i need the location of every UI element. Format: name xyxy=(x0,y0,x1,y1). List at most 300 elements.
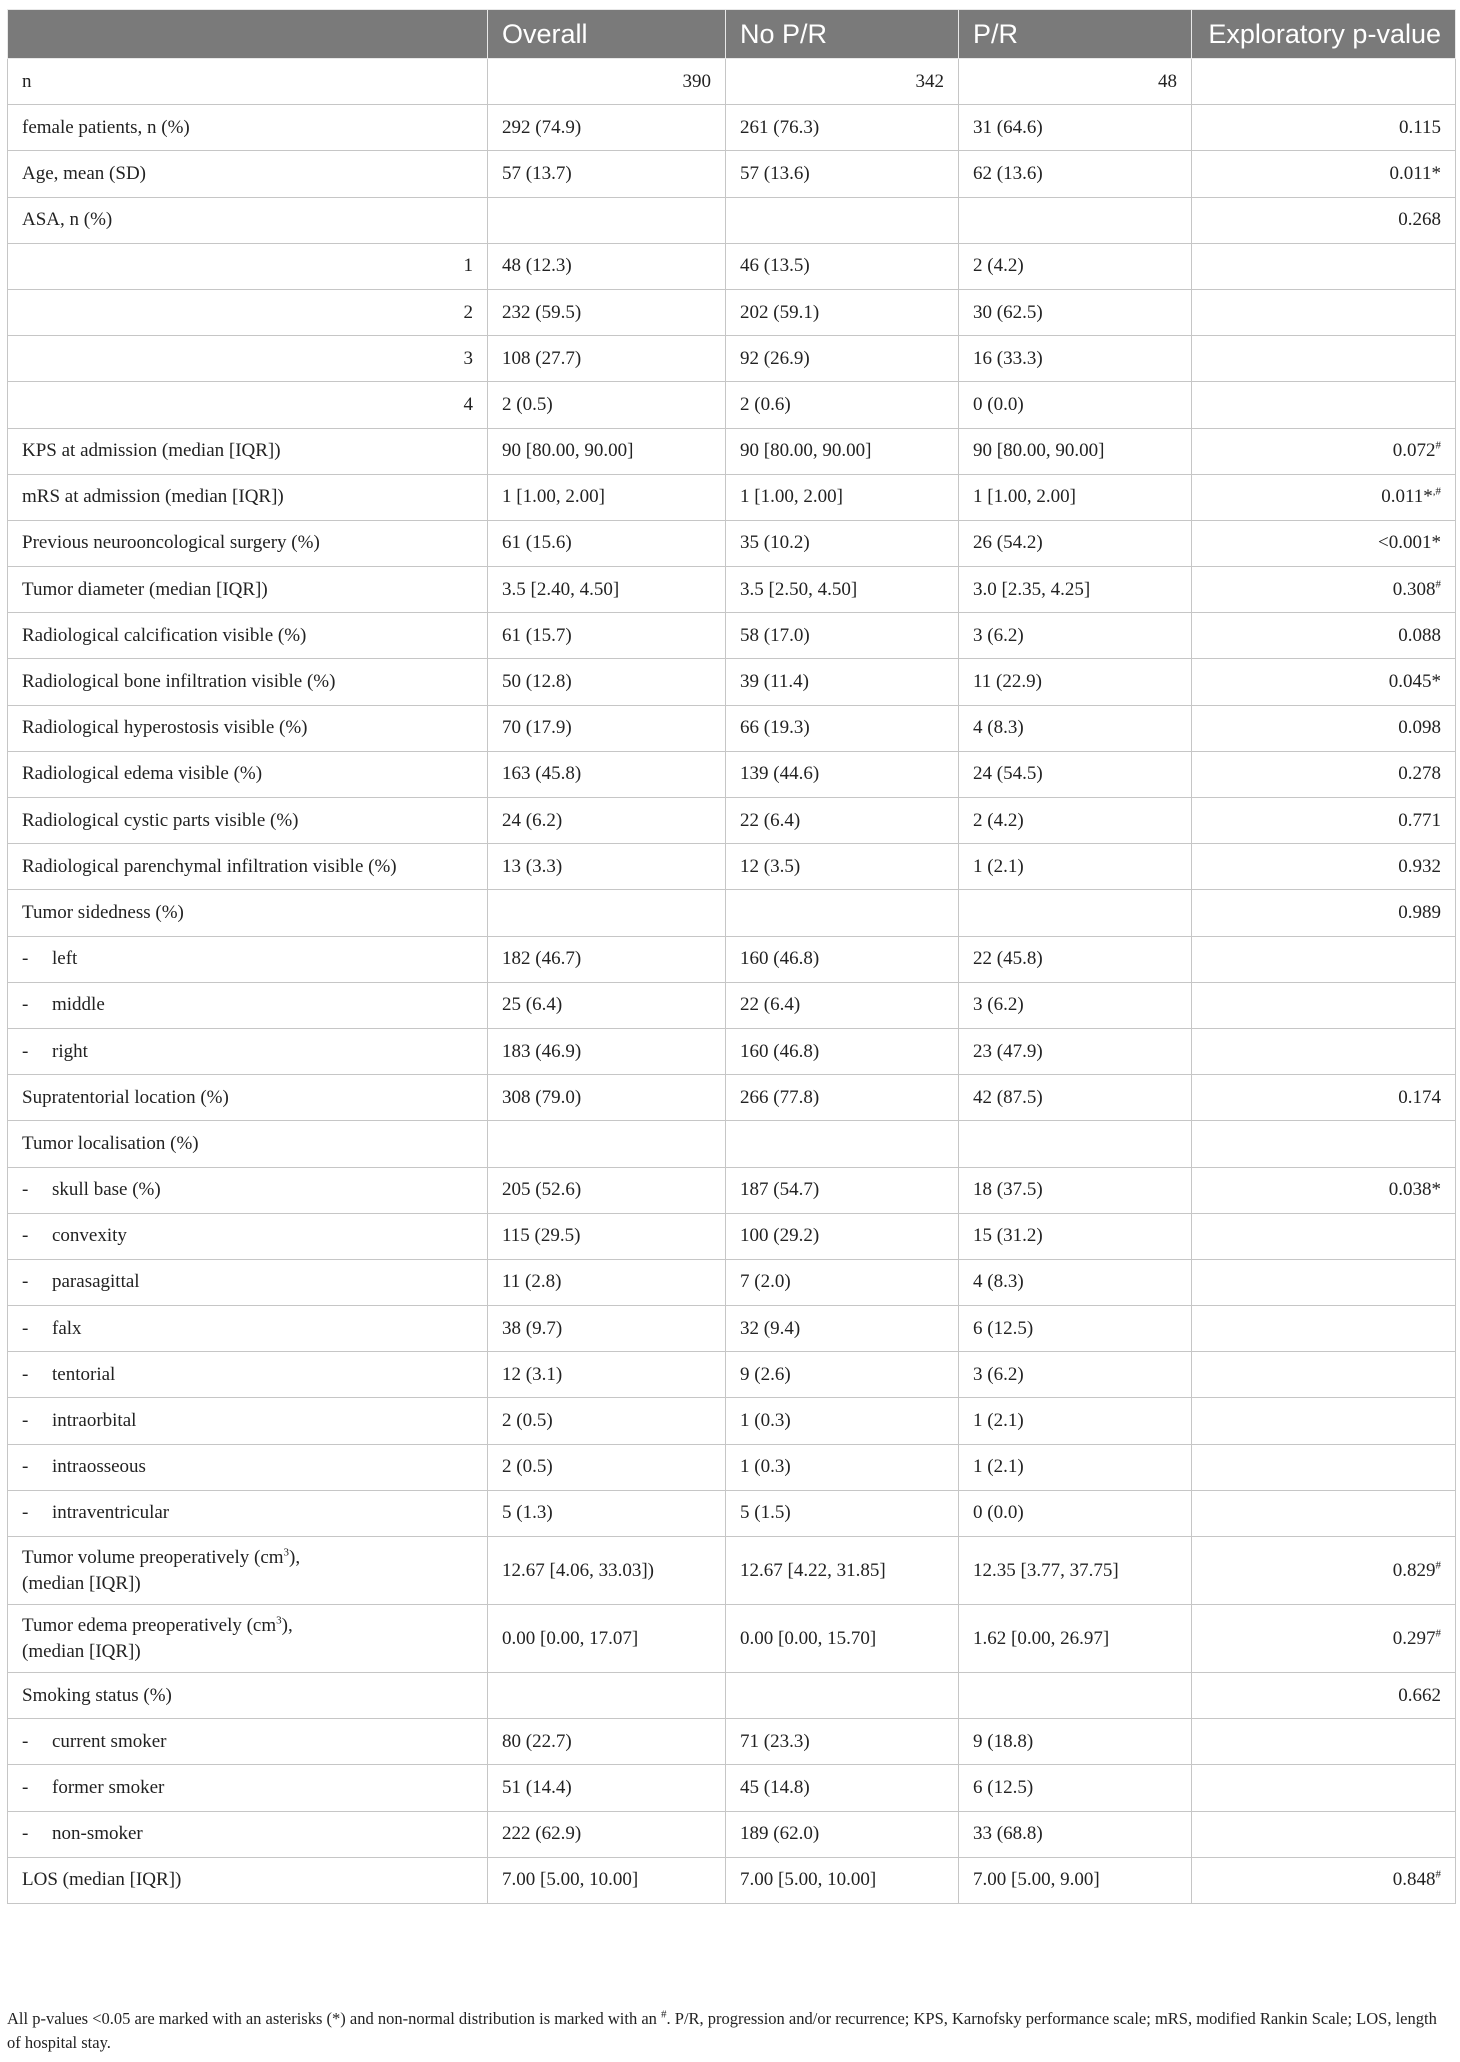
table-row xyxy=(8,1537,1456,1605)
cell-pr xyxy=(959,890,1192,936)
table-row xyxy=(8,520,1456,566)
cell-no-pr: 46 (13.5) xyxy=(726,243,959,289)
cell-overall: 50 (12.8) xyxy=(488,659,726,705)
cell-no-pr: 22 (6.4) xyxy=(726,982,959,1028)
cell-pr: 18 (37.5) xyxy=(959,1167,1192,1213)
row-label xyxy=(8,844,488,890)
cell-no-pr: 1 [1.00, 2.00] xyxy=(726,474,959,520)
cell-overall: 222 (62.9) xyxy=(488,1811,726,1857)
p-value-text: 0.045* xyxy=(1388,671,1441,693)
cell-pr: 7.00 [5.00, 9.00] xyxy=(959,1857,1192,1903)
table-row xyxy=(8,1075,1456,1121)
row-label-text: Tumor diameter (median [IQR]) xyxy=(22,578,268,600)
cell-no-pr: 57 (13.6) xyxy=(726,151,959,197)
row-label xyxy=(8,520,488,566)
table-row xyxy=(8,197,1456,243)
table-row xyxy=(8,289,1456,335)
row-label-text: KPS at admission (median [IQR]) xyxy=(22,440,281,462)
p-value-superscript: # xyxy=(1435,1869,1441,1882)
p-value-text: 0.771 xyxy=(1398,809,1441,831)
row-label xyxy=(8,243,488,289)
table-row xyxy=(8,1605,1456,1673)
row-label-text: ASA, n (%) xyxy=(22,209,113,231)
row-label-text: Tumor sidedness (%) xyxy=(22,901,184,923)
cell-pr: 11 (22.9) xyxy=(959,659,1192,705)
table-row xyxy=(8,1811,1456,1857)
cell-overall: 2 (0.5) xyxy=(488,382,726,428)
cell-overall: 108 (27.7) xyxy=(488,336,726,382)
header-pr: P/R xyxy=(959,10,1192,59)
cell-p-value xyxy=(1192,382,1456,428)
row-label xyxy=(8,1167,488,1213)
cell-no-pr: 160 (46.8) xyxy=(726,1028,959,1074)
cell-overall: 11 (2.8) xyxy=(488,1259,726,1305)
cell-pr: 12.35 [3.77, 37.75] xyxy=(959,1537,1192,1605)
footnote-hash: # xyxy=(661,2008,667,2021)
cell-overall: 232 (59.5) xyxy=(488,289,726,335)
row-label-text: ), xyxy=(289,1546,301,1568)
row-label xyxy=(8,705,488,751)
cell-overall: 70 (17.9) xyxy=(488,705,726,751)
row-label xyxy=(8,1490,488,1536)
cell-overall: 61 (15.6) xyxy=(488,520,726,566)
row-label-text: Radiological parenchymal infiltration visible (%) xyxy=(22,855,397,877)
row-label-text: Smoking status (%) xyxy=(22,1684,172,1706)
cell-overall: 205 (52.6) xyxy=(488,1167,726,1213)
cell-no-pr: 45 (14.8) xyxy=(726,1765,959,1811)
cell-pr: 31 (64.6) xyxy=(959,105,1192,151)
p-value-text: 0.829 xyxy=(1392,1559,1436,1581)
cell-overall: 3.5 [2.40, 4.50] xyxy=(488,567,726,613)
table-row xyxy=(8,1121,1456,1167)
cell-no-pr: 1 (0.3) xyxy=(726,1398,959,1444)
cell-pr: 6 (12.5) xyxy=(959,1306,1192,1352)
header-no-pr: No P/R xyxy=(726,10,959,59)
dash-mark: - xyxy=(22,1225,29,1247)
row-label xyxy=(8,1444,488,1490)
row-label-text: convexity xyxy=(52,1225,127,1247)
p-value-text: 0.268 xyxy=(1398,209,1441,231)
cell-no-pr: 189 (62.0) xyxy=(726,1811,959,1857)
cell-pr: 3 (6.2) xyxy=(959,613,1192,659)
cell-pr: 24 (54.5) xyxy=(959,751,1192,797)
row-label xyxy=(8,151,488,197)
cell-no-pr: 12 (3.5) xyxy=(726,844,959,890)
p-value-text: 0.174 xyxy=(1398,1086,1441,1108)
dash-mark: - xyxy=(22,948,29,970)
row-label-text: intraorbital xyxy=(52,1410,137,1432)
cell-no-pr: 7 (2.0) xyxy=(726,1259,959,1305)
cell-no-pr: 1 (0.3) xyxy=(726,1444,959,1490)
dash-mark: - xyxy=(22,1363,29,1385)
row-label xyxy=(8,982,488,1028)
cell-p-value xyxy=(1192,243,1456,289)
cell-pr: 6 (12.5) xyxy=(959,1765,1192,1811)
cell-p-value xyxy=(1192,613,1456,659)
row-label xyxy=(8,1121,488,1167)
footnote-text-1: All p-values <0.05 are marked with an asterisks (*) and non-normal distribution is marked with an xyxy=(7,2009,662,2028)
cell-overall xyxy=(488,197,726,243)
cell-overall xyxy=(488,890,726,936)
row-label-text: Radiological hyperostosis visible (%) xyxy=(22,717,308,739)
p-value-text: 0.098 xyxy=(1398,717,1441,739)
cell-p-value xyxy=(1192,705,1456,751)
cell-overall: 90 [80.00, 90.00] xyxy=(488,428,726,474)
cell-pr: 16 (33.3) xyxy=(959,336,1192,382)
cell-p-value xyxy=(1192,1028,1456,1074)
table-footnote xyxy=(7,2007,1447,2055)
row-label-text: left xyxy=(52,948,78,970)
row-label xyxy=(8,1352,488,1398)
cell-p-value xyxy=(1192,844,1456,890)
row-label xyxy=(8,59,488,105)
row-label xyxy=(8,197,488,243)
row-label xyxy=(8,1028,488,1074)
cell-p-value xyxy=(1192,59,1456,105)
cell-overall: 183 (46.9) xyxy=(488,1028,726,1074)
cell-p-value xyxy=(1192,798,1456,844)
dash-mark: - xyxy=(22,1823,29,1845)
cell-pr: 26 (54.2) xyxy=(959,520,1192,566)
table-row xyxy=(8,613,1456,659)
dash-mark: - xyxy=(22,1179,29,1201)
row-label-text: intraosseous xyxy=(52,1456,146,1478)
table-row xyxy=(8,1444,1456,1490)
cell-pr: 0 (0.0) xyxy=(959,1490,1192,1536)
cell-p-value xyxy=(1192,982,1456,1028)
table-row xyxy=(8,936,1456,982)
cell-overall: 163 (45.8) xyxy=(488,751,726,797)
baseline-characteristics-table xyxy=(7,9,1456,1904)
cell-p-value xyxy=(1192,1075,1456,1121)
cell-p-value xyxy=(1192,659,1456,705)
cell-pr: 9 (18.8) xyxy=(959,1719,1192,1765)
cell-pr: 1 (2.1) xyxy=(959,1398,1192,1444)
cell-pr: 2 (4.2) xyxy=(959,798,1192,844)
cell-p-value xyxy=(1192,1444,1456,1490)
dash-mark: - xyxy=(22,994,29,1016)
table-row xyxy=(8,659,1456,705)
cell-pr: 0 (0.0) xyxy=(959,382,1192,428)
p-value-text: 0.072 xyxy=(1392,440,1436,462)
cell-p-value xyxy=(1192,1673,1456,1719)
row-label-text: falx xyxy=(52,1317,82,1339)
table-row xyxy=(8,1719,1456,1765)
cell-pr: 1 [1.00, 2.00] xyxy=(959,474,1192,520)
row-label-text: LOS (median [IQR]) xyxy=(22,1869,182,1891)
p-value-superscript: # xyxy=(1435,439,1441,452)
cell-overall: 390 xyxy=(488,59,726,105)
cell-p-value xyxy=(1192,1605,1456,1673)
cell-p-value xyxy=(1192,1213,1456,1259)
cell-no-pr: 266 (77.8) xyxy=(726,1075,959,1121)
cell-no-pr: 7.00 [5.00, 10.00] xyxy=(726,1857,959,1903)
cell-pr: 48 xyxy=(959,59,1192,105)
row-label-text: n xyxy=(22,70,32,92)
superscript: 3 xyxy=(283,1546,290,1559)
row-label-text: former smoker xyxy=(52,1776,165,1798)
cell-overall: 57 (13.7) xyxy=(488,151,726,197)
row-label-text: Radiological edema visible (%) xyxy=(22,763,263,785)
cell-no-pr: 71 (23.3) xyxy=(726,1719,959,1765)
row-label xyxy=(8,382,488,428)
row-label-text: parasagittal xyxy=(52,1271,140,1293)
p-value-text: 0.088 xyxy=(1398,624,1441,646)
row-label xyxy=(8,1765,488,1811)
row-label xyxy=(8,1259,488,1305)
cell-p-value xyxy=(1192,936,1456,982)
table-row xyxy=(8,474,1456,520)
row-label-text: (median [IQR]) xyxy=(22,1572,141,1594)
dash-mark: - xyxy=(22,1271,29,1293)
cell-overall: 48 (12.3) xyxy=(488,243,726,289)
cell-pr: 4 (8.3) xyxy=(959,705,1192,751)
cell-overall: 0.00 [0.00, 17.07] xyxy=(488,1605,726,1673)
cell-p-value xyxy=(1192,289,1456,335)
row-label-text: Tumor volume preoperatively (cm xyxy=(22,1546,284,1568)
cell-no-pr: 5 (1.5) xyxy=(726,1490,959,1536)
table-row xyxy=(8,151,1456,197)
row-label-text: female patients, n (%) xyxy=(22,116,190,138)
row-label-text: Radiological bone infiltration visible (%) xyxy=(22,671,336,693)
cell-p-value xyxy=(1192,1121,1456,1167)
header-variable xyxy=(8,10,488,59)
table-row xyxy=(8,1352,1456,1398)
p-value-text: 0.662 xyxy=(1398,1684,1441,1706)
cell-p-value xyxy=(1192,1259,1456,1305)
row-label xyxy=(8,936,488,982)
cell-p-value xyxy=(1192,1306,1456,1352)
row-label-text: Previous neurooncological surgery (%) xyxy=(22,532,320,554)
row-label-text: middle xyxy=(52,994,105,1016)
row-label-text: skull base (%) xyxy=(52,1179,161,1201)
row-label xyxy=(8,890,488,936)
cell-p-value xyxy=(1192,1719,1456,1765)
row-label xyxy=(8,567,488,613)
cell-overall: 292 (74.9) xyxy=(488,105,726,151)
dash-mark: - xyxy=(22,1317,29,1339)
p-value-text: 0.115 xyxy=(1398,116,1441,138)
cell-pr: 4 (8.3) xyxy=(959,1259,1192,1305)
cell-no-pr: 22 (6.4) xyxy=(726,798,959,844)
row-label-text: Radiological cystic parts visible (%) xyxy=(22,809,299,831)
cell-no-pr xyxy=(726,1673,959,1719)
row-label-text: Radiological calcification visible (%) xyxy=(22,624,307,646)
table-row xyxy=(8,1213,1456,1259)
cell-overall: 12 (3.1) xyxy=(488,1352,726,1398)
table-row xyxy=(8,982,1456,1028)
cell-pr: 15 (31.2) xyxy=(959,1213,1192,1259)
cell-p-value xyxy=(1192,474,1456,520)
cell-p-value xyxy=(1192,428,1456,474)
row-label xyxy=(8,1306,488,1352)
table-row xyxy=(8,798,1456,844)
cell-overall: 1 [1.00, 2.00] xyxy=(488,474,726,520)
cell-pr: 22 (45.8) xyxy=(959,936,1192,982)
cell-pr: 23 (47.9) xyxy=(959,1028,1192,1074)
cell-no-pr: 342 xyxy=(726,59,959,105)
table-row xyxy=(8,1673,1456,1719)
row-label xyxy=(8,1213,488,1259)
cell-overall: 25 (6.4) xyxy=(488,982,726,1028)
dash-mark: - xyxy=(22,1730,29,1752)
cell-overall: 61 (15.7) xyxy=(488,613,726,659)
row-label-text: Age, mean (SD) xyxy=(22,162,146,184)
cell-overall: 2 (0.5) xyxy=(488,1444,726,1490)
p-value-text: 0.932 xyxy=(1398,855,1441,877)
cell-p-value xyxy=(1192,105,1456,151)
row-label xyxy=(8,336,488,382)
row-label-text: Supratentorial location (%) xyxy=(22,1086,229,1108)
p-value-text: 0.989 xyxy=(1398,901,1441,923)
cell-no-pr: 66 (19.3) xyxy=(726,705,959,751)
header-p-value: Exploratory p-value xyxy=(1192,10,1456,59)
row-label-text: 1 xyxy=(463,255,473,277)
cell-pr: 1.62 [0.00, 26.97] xyxy=(959,1605,1192,1673)
cell-pr: 2 (4.2) xyxy=(959,243,1192,289)
table-row xyxy=(8,751,1456,797)
p-value-text: 0.011* xyxy=(1389,162,1441,184)
cell-no-pr xyxy=(726,890,959,936)
header-row xyxy=(8,10,1456,59)
cell-pr: 3 (6.2) xyxy=(959,1352,1192,1398)
p-value-text: <0.001* xyxy=(1378,532,1441,554)
cell-no-pr: 202 (59.1) xyxy=(726,289,959,335)
table-row xyxy=(8,428,1456,474)
table-row xyxy=(8,1306,1456,1352)
cell-p-value xyxy=(1192,1537,1456,1605)
cell-p-value xyxy=(1192,751,1456,797)
row-label-text: current smoker xyxy=(52,1730,167,1752)
row-label xyxy=(8,613,488,659)
cell-p-value xyxy=(1192,1398,1456,1444)
table-row xyxy=(8,1398,1456,1444)
cell-p-value xyxy=(1192,151,1456,197)
cell-p-value xyxy=(1192,1811,1456,1857)
table-row xyxy=(8,382,1456,428)
cell-overall xyxy=(488,1673,726,1719)
row-label xyxy=(8,1398,488,1444)
cell-no-pr: 0.00 [0.00, 15.70] xyxy=(726,1605,959,1673)
row-label xyxy=(8,1719,488,1765)
table-row xyxy=(8,105,1456,151)
cell-pr xyxy=(959,1121,1192,1167)
row-label-text: intraventricular xyxy=(52,1502,170,1524)
p-value-superscript: # xyxy=(1435,1559,1441,1572)
cell-p-value xyxy=(1192,1167,1456,1213)
cell-overall: 308 (79.0) xyxy=(488,1075,726,1121)
cell-pr: 3 (6.2) xyxy=(959,982,1192,1028)
cell-p-value xyxy=(1192,890,1456,936)
cell-p-value xyxy=(1192,1490,1456,1536)
row-label-text: (median [IQR]) xyxy=(22,1640,141,1662)
row-label xyxy=(8,1537,488,1605)
p-value-superscript: # xyxy=(1435,1627,1441,1640)
cell-overall xyxy=(488,1121,726,1167)
dash-mark: - xyxy=(22,1410,29,1432)
cell-no-pr: 261 (76.3) xyxy=(726,105,959,151)
p-value-text: 0.278 xyxy=(1398,763,1441,785)
cell-pr: 42 (87.5) xyxy=(959,1075,1192,1121)
cell-overall: 5 (1.3) xyxy=(488,1490,726,1536)
table-row xyxy=(8,1857,1456,1903)
row-label xyxy=(8,1811,488,1857)
header-overall: Overall xyxy=(488,10,726,59)
cell-overall: 80 (22.7) xyxy=(488,1719,726,1765)
cell-pr: 62 (13.6) xyxy=(959,151,1192,197)
cell-overall: 115 (29.5) xyxy=(488,1213,726,1259)
p-value-text: 0.011* xyxy=(1381,486,1433,508)
cell-no-pr: 35 (10.2) xyxy=(726,520,959,566)
dash-mark: - xyxy=(22,1456,29,1478)
cell-pr xyxy=(959,197,1192,243)
row-label xyxy=(8,1857,488,1903)
row-label-text: 2 xyxy=(463,301,473,323)
cell-overall: 24 (6.2) xyxy=(488,798,726,844)
cell-no-pr: 139 (44.6) xyxy=(726,751,959,797)
cell-pr: 1 (2.1) xyxy=(959,1444,1192,1490)
cell-pr: 30 (62.5) xyxy=(959,289,1192,335)
cell-no-pr: 3.5 [2.50, 4.50] xyxy=(726,567,959,613)
cell-p-value xyxy=(1192,1857,1456,1903)
row-label xyxy=(8,798,488,844)
table-row xyxy=(8,243,1456,289)
row-label xyxy=(8,474,488,520)
cell-no-pr: 90 [80.00, 90.00] xyxy=(726,428,959,474)
table-row xyxy=(8,844,1456,890)
cell-no-pr: 58 (17.0) xyxy=(726,613,959,659)
p-value-superscript: # xyxy=(1435,578,1441,591)
cell-pr: 3.0 [2.35, 4.25] xyxy=(959,567,1192,613)
table-row xyxy=(8,59,1456,105)
row-label-text: right xyxy=(52,1040,88,1062)
row-label-text: 3 xyxy=(463,347,473,369)
cell-no-pr: 160 (46.8) xyxy=(726,936,959,982)
cell-pr: 33 (68.8) xyxy=(959,1811,1192,1857)
table-row xyxy=(8,705,1456,751)
row-label-text: mRS at admission (median [IQR]) xyxy=(22,486,284,508)
p-value-text: 0.297 xyxy=(1392,1627,1436,1649)
cell-no-pr: 32 (9.4) xyxy=(726,1306,959,1352)
table-row xyxy=(8,1028,1456,1074)
dash-mark: - xyxy=(22,1776,29,1798)
table-row xyxy=(8,1167,1456,1213)
dash-mark: - xyxy=(22,1502,29,1524)
cell-p-value xyxy=(1192,567,1456,613)
cell-p-value xyxy=(1192,1765,1456,1811)
row-label-text: Tumor localisation (%) xyxy=(22,1132,199,1154)
cell-no-pr xyxy=(726,197,959,243)
row-label-text: non-smoker xyxy=(52,1823,143,1845)
row-label xyxy=(8,1673,488,1719)
row-label xyxy=(8,428,488,474)
table-row xyxy=(8,890,1456,936)
cell-no-pr: 9 (2.6) xyxy=(726,1352,959,1398)
row-label xyxy=(8,1075,488,1121)
cell-overall: 13 (3.3) xyxy=(488,844,726,890)
cell-no-pr xyxy=(726,1121,959,1167)
cell-overall: 2 (0.5) xyxy=(488,1398,726,1444)
row-label xyxy=(8,1605,488,1673)
table-row xyxy=(8,567,1456,613)
row-label xyxy=(8,751,488,797)
row-label-text: Tumor edema preoperatively (cm xyxy=(22,1614,277,1636)
row-label-text: ), xyxy=(281,1614,293,1636)
cell-overall: 12.67 [4.06, 33.03]) xyxy=(488,1537,726,1605)
cell-pr xyxy=(959,1673,1192,1719)
cell-overall: 182 (46.7) xyxy=(488,936,726,982)
footnote-text-2: . P/R, progression and/or recurrence; KPS, Karnofsky performance scale; mRS, modified Rankin Scale; LOS, length of hospital stay. xyxy=(7,2009,1437,2052)
